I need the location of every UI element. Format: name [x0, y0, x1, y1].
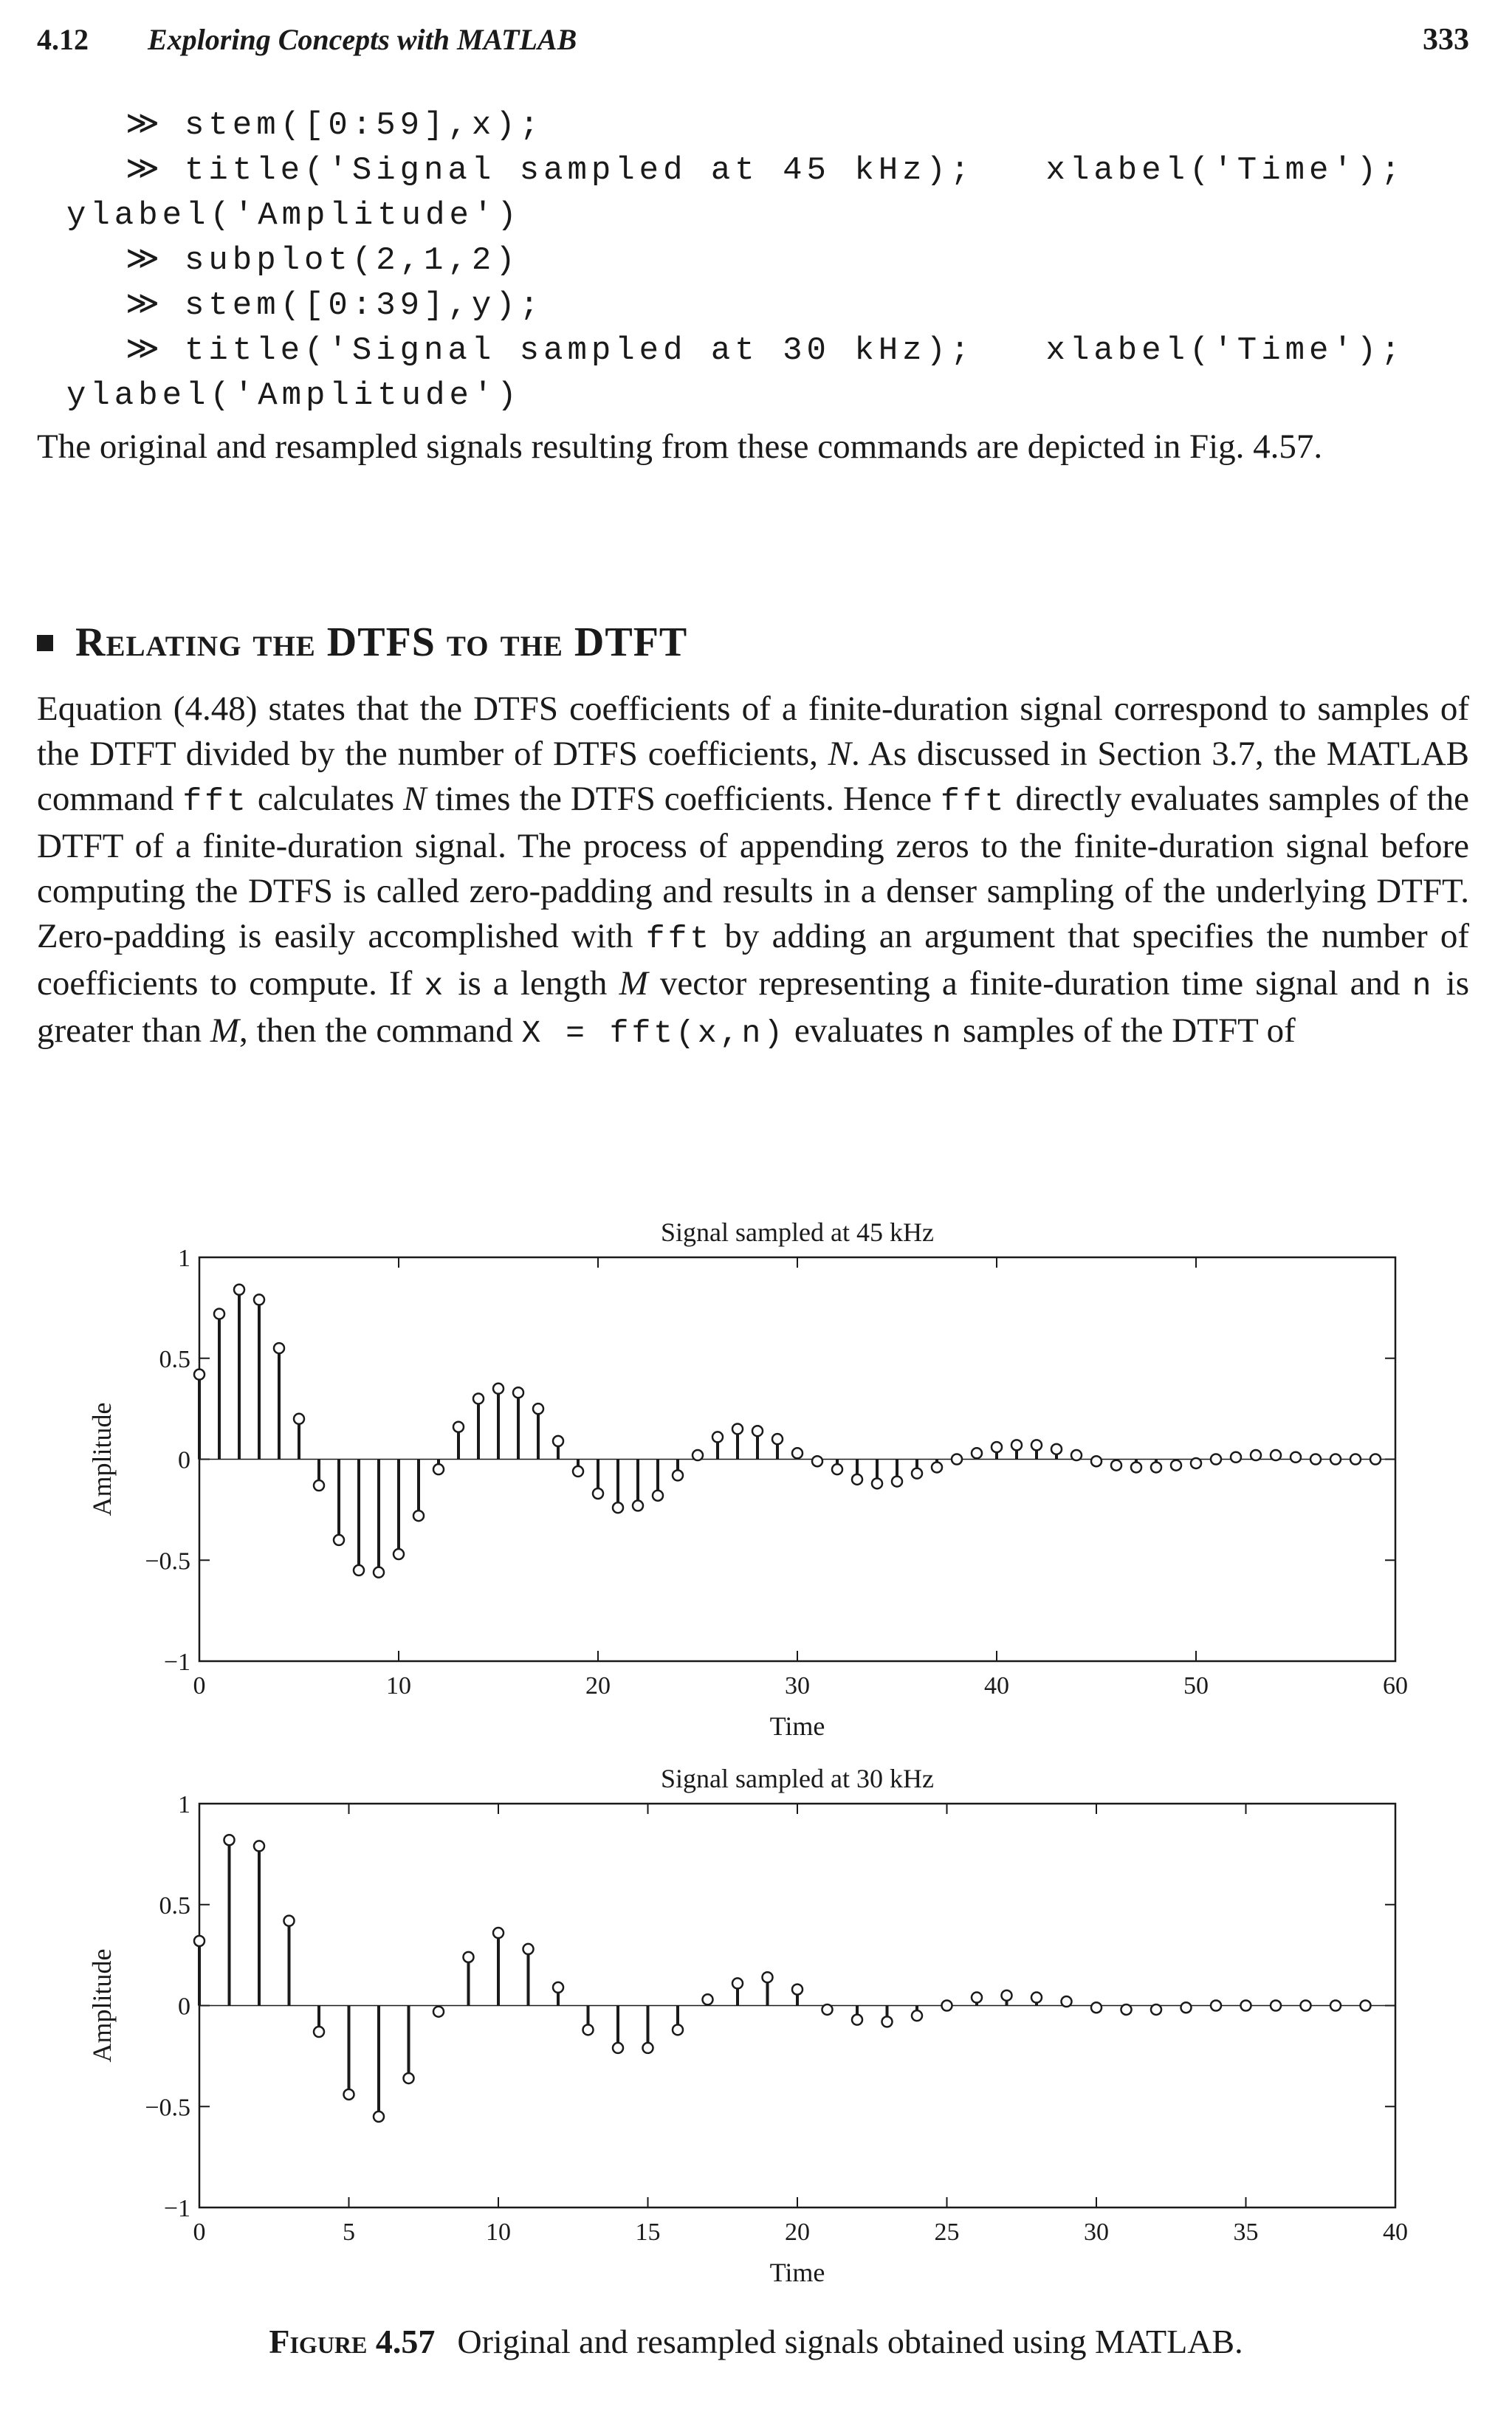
chart-title: Signal sampled at 45 kHz: [661, 1217, 934, 1247]
stem-marker: [633, 1500, 643, 1511]
prompt-glyph: ≫: [126, 287, 165, 324]
stem-marker: [792, 1448, 803, 1458]
x-tick-label: 0: [193, 2219, 206, 2246]
figure-4-57: [0, 1181, 1512, 2363]
prompt-glyph: ≫: [126, 242, 165, 279]
matlab-code-block: [66, 103, 1469, 419]
stem-marker: [433, 1464, 444, 1474]
stem-marker: [1071, 1450, 1082, 1460]
stem-marker: [613, 2043, 623, 2053]
stem-marker: [822, 2004, 833, 2015]
stem-marker: [643, 2043, 653, 2053]
stem-marker: [553, 1982, 563, 1993]
code-line: ≫ title('Signal sampled at 45 kHz); xlabel('Time');: [126, 148, 1469, 193]
stem-marker: [274, 1343, 284, 1353]
y-tick-label: 1: [178, 1245, 190, 1272]
stem-marker: [1091, 2002, 1102, 2013]
stem-marker: [1271, 1450, 1281, 1460]
stem-marker: [1231, 1452, 1241, 1463]
stem-marker: [792, 1985, 803, 1995]
x-axis-label: Time: [769, 2258, 825, 2287]
stem-marker: [1171, 1460, 1181, 1471]
stem-marker: [254, 1841, 264, 1851]
stem-marker: [693, 1450, 703, 1460]
prompt-glyph: ≫: [126, 107, 165, 144]
x-tick-label: 0: [193, 1672, 206, 1700]
prompt-glyph: ≫: [126, 332, 165, 369]
y-tick-label: −1: [163, 1649, 190, 1676]
y-tick-label: 0: [178, 1446, 190, 1474]
stem-marker: [493, 1384, 504, 1394]
x-tick-label: 35: [1233, 2219, 1259, 2246]
stem-marker: [394, 1549, 404, 1559]
y-tick-label: −1: [163, 2195, 190, 2222]
stem-marker: [194, 1936, 205, 1946]
stem-marker: [912, 1468, 922, 1479]
stem-marker: [1211, 1454, 1221, 1465]
stem-marker: [613, 1502, 623, 1513]
y-tick-label: −0.5: [145, 2094, 190, 2122]
stem-marker: [334, 1535, 344, 1545]
x-tick-label: 60: [1383, 1672, 1408, 1700]
stem-marker: [214, 1309, 224, 1319]
x-tick-label: 10: [486, 2219, 511, 2246]
code-line: ylabel('Amplitude'): [66, 377, 521, 414]
stem-marker: [772, 1434, 783, 1444]
stem-marker: [573, 1466, 583, 1477]
paragraph-dtfs-dtft: Equation (4.48) states that the DTFS coefficients of a finite-duration signal correspond to samples of the DTFT divided by the number of DTFS coefficients, N. As discussed in Section 3.7, the MATLAB command fft calculates N times the DTFS coefficients. Hence fft directly evaluates samples of the DTFT of a finite-duration signal. The process of appending zeros to the finite-duration signal before computing the DTFS is called zero-padding and results in a denser sampling of the underlying DTFT. Zero-padding is easily accomplished with fft by adding an argument that specifies the number of coefficients to compute. If x is a length M vector representing a finite-duration time signal and n is greater than M, then the command X = fft(x,n) evaluates n samples of the DTFT of: [37, 690, 1470, 1051]
code-line: ≫ title('Signal sampled at 30 kHz); xlabel('Time');: [126, 329, 1469, 374]
stem-marker: [1370, 1454, 1381, 1465]
y-tick-label: −0.5: [145, 1547, 190, 1576]
stem-marker: [1251, 1450, 1261, 1460]
header-chapter-title: Exploring Concepts with MATLAB: [148, 23, 577, 56]
stem-marker: [224, 1835, 235, 1845]
stem-marker: [892, 1477, 902, 1487]
x-tick-label: 20: [785, 2219, 810, 2246]
chart-title: Signal sampled at 30 kHz: [661, 1764, 934, 1793]
y-axis-label: Amplitude: [87, 1402, 117, 1516]
stem-marker: [1151, 2004, 1161, 2015]
stem-marker: [453, 1422, 464, 1432]
section-heading: Relating the DTFS to the DTFT: [37, 619, 687, 666]
code-line: ≫ subplot(2,1,2): [126, 238, 1469, 284]
stem-marker: [653, 1491, 663, 1501]
stem-marker: [583, 2024, 594, 2035]
stem-marker: [1241, 2001, 1251, 2011]
stem-marker: [513, 1387, 523, 1398]
stem-marker: [952, 1454, 962, 1465]
stem-marker: [1151, 1462, 1161, 1472]
prompt-glyph: ≫: [126, 152, 165, 189]
stem-marker: [314, 2027, 324, 2037]
stem-marker: [872, 1478, 882, 1488]
figure-caption: [0, 2322, 1512, 2361]
stem-marker: [1002, 1990, 1012, 2001]
stem-marker: [712, 1432, 723, 1442]
stem-marker: [732, 1978, 743, 1988]
x-tick-label: 50: [1183, 1672, 1209, 1700]
figure-label: Figure 4.57: [269, 2323, 436, 2360]
stem-marker: [464, 1952, 474, 1962]
header-section-number: 4.12: [37, 23, 89, 56]
stem-marker: [234, 1285, 244, 1295]
x-tick-label: 40: [984, 1672, 1009, 1700]
stem-marker: [194, 1370, 205, 1380]
stem-marker: [344, 2089, 354, 2100]
stem-marker: [972, 1993, 982, 2003]
stem-marker: [493, 1928, 504, 1938]
stem-marker: [1051, 1444, 1062, 1454]
x-tick-label: 5: [343, 2219, 355, 2246]
stem-marker: [1330, 2001, 1341, 2011]
stem-marker: [1211, 2001, 1221, 2011]
x-tick-label: 10: [386, 1672, 411, 1700]
page-number: 333: [1423, 23, 1469, 57]
stem-marker: [1111, 1460, 1121, 1471]
stem-marker: [1031, 1993, 1042, 2003]
x-axis-label: Time: [769, 1711, 825, 1741]
stem-marker: [473, 1393, 484, 1403]
stem-marker: [433, 2007, 444, 2017]
y-tick-label: 0.5: [159, 1892, 190, 1920]
stem-marker: [533, 1403, 543, 1414]
stem-marker: [763, 1972, 773, 1982]
y-tick-label: 1: [178, 1791, 190, 1818]
code-line: ylabel('Amplitude'): [66, 197, 521, 234]
square-bullet-icon: [37, 635, 53, 651]
running-header: [37, 22, 1469, 66]
stem-marker: [1310, 1454, 1321, 1465]
code-line: ≫ stem([0:39],y);: [126, 284, 1469, 329]
stem-marker: [942, 2001, 952, 2011]
stem-marker: [832, 1464, 842, 1474]
x-tick-label: 30: [1084, 2219, 1109, 2246]
code-line: ≫ stem([0:59],x);: [126, 103, 1469, 148]
stem-marker: [374, 1567, 384, 1578]
stem-marker: [972, 1448, 982, 1458]
stem-marker: [673, 2024, 683, 2035]
x-tick-label: 40: [1383, 2219, 1408, 2246]
stem-marker: [852, 1474, 862, 1485]
stem-marker: [932, 1462, 942, 1472]
stem-marker: [354, 1565, 364, 1576]
stem-marker: [1271, 2001, 1281, 2011]
stem-marker: [992, 1442, 1002, 1452]
stem-marker: [1191, 1458, 1201, 1468]
stem-marker: [1011, 1440, 1022, 1450]
stem-marker: [1291, 1452, 1301, 1463]
stem-marker: [374, 2112, 384, 2122]
stem-marker: [1062, 1996, 1072, 2007]
stem-marker: [1181, 2002, 1192, 2013]
stem-marker: [1091, 1456, 1102, 1466]
stem-marker: [703, 1994, 713, 2004]
stem-marker: [553, 1436, 563, 1446]
stem-marker: [1121, 2004, 1132, 2015]
stem-marker: [673, 1470, 683, 1480]
stem-marker: [284, 1916, 295, 1926]
x-tick-label: 20: [585, 1672, 611, 1700]
stem-marker: [752, 1426, 763, 1436]
stem-marker: [1350, 1454, 1361, 1465]
stem-marker: [294, 1414, 304, 1424]
paragraph-figure-reference: The original and resampled signals resulting from these commands are depicted in Fig. 4.57.: [37, 427, 1323, 466]
y-tick-label: 0.5: [159, 1345, 190, 1373]
x-tick-label: 30: [785, 1672, 810, 1700]
stem-marker: [882, 2016, 893, 2027]
stem-marker: [912, 2010, 922, 2021]
stem-marker: [593, 1488, 603, 1499]
stem-marker: [732, 1423, 743, 1434]
stem-marker: [1031, 1440, 1042, 1450]
stem-marker: [1131, 1462, 1141, 1472]
figure-caption-text: Original and resampled signals obtained using MATLAB.: [457, 2323, 1243, 2360]
x-tick-label: 25: [934, 2219, 960, 2246]
stem-marker: [523, 1944, 534, 1954]
stem-marker: [1361, 2001, 1371, 2011]
stem-marker: [812, 1456, 822, 1466]
stem-marker: [1301, 2001, 1311, 2011]
stem-marker: [1330, 1454, 1341, 1465]
stem-marker: [254, 1294, 264, 1305]
stem-marker: [404, 2073, 414, 2083]
stem-marker: [852, 2015, 862, 2025]
x-tick-label: 15: [635, 2219, 661, 2246]
stem-marker: [314, 1480, 324, 1491]
y-tick-label: 0: [178, 1993, 190, 2021]
stem-marker: [413, 1511, 424, 1521]
y-axis-label: Amplitude: [87, 1948, 117, 2063]
